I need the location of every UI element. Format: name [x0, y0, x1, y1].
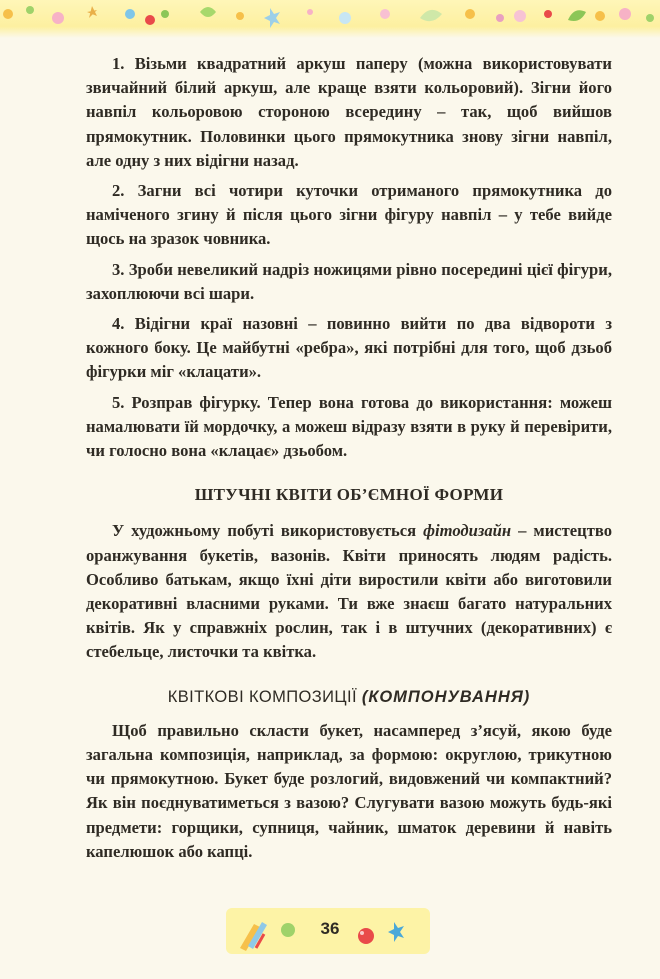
step-1: 1. Візьми квадратний аркуш паперу (можна використовувати звичайний білий аркуш, але краще взяти кольоровий). Зігни його навпіл кольоровою стороною всередину – так, щоб вийшов прямокутник. Половинки цього прямокутника знову зігни навпіл, але одну з них відігни назад.	[86, 54, 612, 170]
step-5: 5. Розправ фігурку. Тепер вона готова до використання: можеш намалювати їй мордочку, а можеш відразу взяти в руку й перевірити, чи голосно вона «клацає» дзьобом.	[86, 392, 612, 461]
section-heading-artificial-flowers: ШТУЧНІ КВІТИ ОБ’ЄМНОЇ ФОРМИ	[194, 485, 504, 505]
page-number: 36	[320, 919, 340, 938]
section1-paragraph	[86, 519, 612, 664]
decorative-top-border	[0, 0, 660, 38]
term-phytodesign: фітодизайн	[423, 521, 512, 541]
section2-heading-text: КВІТКОВІ КОМПОЗИЦІЇ	[167, 687, 357, 706]
floral-border-icon	[0, 0, 660, 38]
section1-text-before: У художньому побуті використовується	[112, 521, 424, 541]
page-content	[86, 52, 612, 870]
section-heading-flower-compositions	[86, 685, 612, 709]
section2-paragraph: Щоб правильно скласти букет, насамперед з’ясуй, якою буде загальна композиція, наприклад, за формою: округлою, трикутною чи прямокутною. Букет буде розлогий, видовжений чи компактний? Як він поєднуватиметься з вазою? Слугувати вазою можуть будь-які предмети: горщики, супниця, чайник, шматок деревини й навіть капелюшок або капці.	[86, 720, 612, 861]
page-footer	[226, 908, 430, 954]
step-2: 2. Загни всі чотири куточки отриманого прямокутника до наміченого згину й після цього зігни фігуру навпіл – у тебе вийде щось на зразок човника.	[86, 181, 612, 249]
step-3: 3. Зроби невеликий надріз ножицями рівно посередині цієї фігури, захоплюючи всі шари.	[86, 259, 612, 303]
section2-subheading: (КОМПОНУВАННЯ)	[361, 687, 531, 706]
section1-text-after: – мистецтво оранжування букетів, вазонів. Квіти приносять людям радість. Особливо батькам, якщо їхні діти виростили квіти або виготовили декоративні власними руками. Ти вже знаєш багато натуральних квітів. Як у справжніх рослин, так і в штучних (декоративних) є стебельце, листочки та квітка.	[86, 521, 612, 662]
step-4: 4. Відігни краї назовні – повинно вийти по два відвороти з кожного боку. Це майбутні «ребра», які потрібні для того, щоб дзьоб фігурки міг «клацати».	[86, 314, 612, 382]
